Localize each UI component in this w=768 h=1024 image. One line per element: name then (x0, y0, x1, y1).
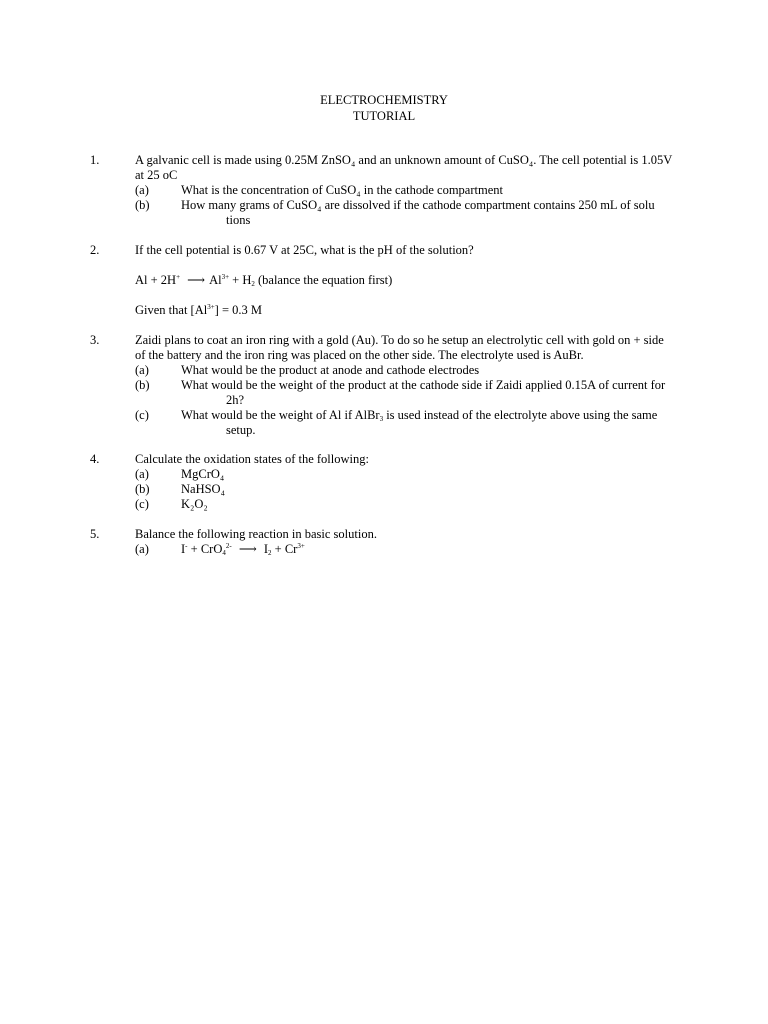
subquestion-text: What would be the weight of the product at the cathode side if Zaidi applied 0.15A of current for (181, 378, 666, 392)
subquestion-text-cont: 2h? (226, 393, 245, 407)
question-number: 4. (90, 452, 100, 466)
compound-formula: NaHSO₄ (181, 482, 225, 496)
question-text: If the cell potential is 0.67 V at 25C, what is the pH of the solution? (135, 243, 474, 257)
question-text: A galvanic cell is made using 0.25M ZnSO₄ and an unknown amount of CuSO₄. The cell potential is 1.05V (135, 153, 673, 167)
title-line-1: ELECTROCHEMISTRY (320, 93, 448, 107)
question-number: 3. (90, 333, 100, 347)
equation-note: (balance the equation first) (257, 273, 393, 287)
redox-equation: I- + CrO$_4^{2-}$ ⟶ $I_2 + Cr^{3+}$ (181, 542, 305, 557)
question-text: Calculate the oxidation states of the following: (135, 452, 369, 466)
subquestion-label: (a) (135, 542, 149, 556)
subquestion-label: (b) (135, 482, 150, 496)
subquestion-label: (a) (135, 183, 149, 197)
subquestion-label: (a) (135, 467, 149, 481)
subquestion-text-cont: tions (226, 213, 251, 227)
document-title (0, 93, 768, 124)
subquestion-text: How many grams of CuSO₄ are dissolved if the cathode compartment contains 250 mL of solu (181, 198, 655, 212)
subquestion-text: What is the concentration of CuSO₄ in the cathode compartment (181, 183, 503, 197)
subquestion-label: (a) (135, 363, 149, 377)
question-number: 5. (90, 527, 100, 541)
subquestion-label: (c) (135, 497, 149, 511)
question-text-cont: of the battery and the iron ring was placed on the other side. The electrolyte used is AuBr. (135, 348, 584, 362)
compound-formula: MgCrO₄ (181, 467, 225, 481)
title-line-2: TUTORIAL (352, 108, 416, 123)
subquestion-label: (b) (135, 378, 150, 392)
subquestion-text-cont: setup. (226, 423, 256, 437)
chemical-equation: Al + 2H+ ⟶ $Al^{3+} + H_2$ (balance the equation first) (135, 273, 393, 288)
given-condition: Given that $[Al^{3+}] = 0.3$ M (135, 303, 262, 317)
question-text: Balance the following reaction in basic solution. (135, 527, 377, 541)
compound-formula: K₂O₂ (181, 497, 208, 511)
subquestion-text: What would be the weight of Al if AlBr$_3$ is used instead of the electrolyte above using the same (181, 408, 658, 423)
question-text-cont: at 25 oC (135, 168, 178, 182)
question-number: 2. (90, 243, 100, 257)
subquestion-label: (c) (135, 408, 149, 422)
subquestion-label: (b) (135, 198, 150, 212)
question-text: Zaidi plans to coat an iron ring with a gold (Au). To do so he setup an electrolytic cell with gold on + side (135, 333, 664, 347)
question-number: 1. (90, 153, 100, 167)
subquestion-text: What would be the product at anode and cathode electrodes (181, 363, 480, 377)
